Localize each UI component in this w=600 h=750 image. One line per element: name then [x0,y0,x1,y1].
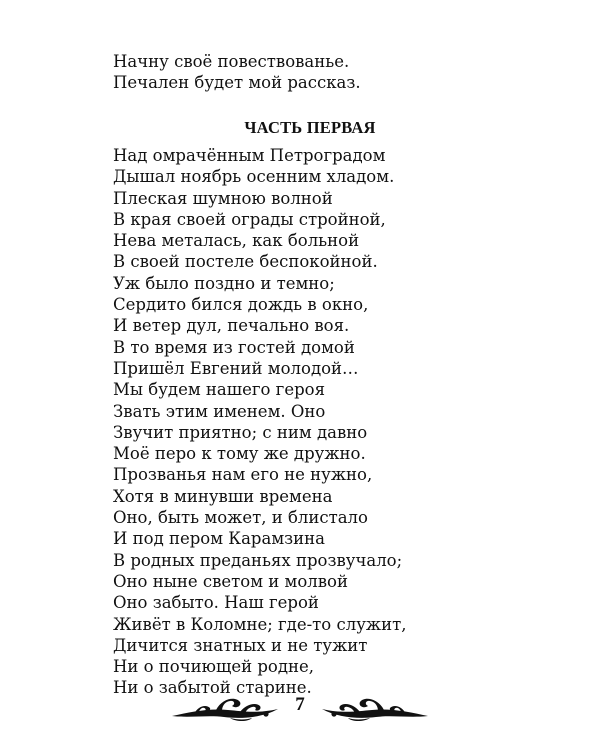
intro-lines [113,51,553,94]
verse-line: И ветер дул, печально воя. [113,316,350,336]
verse-line: В края своей ограды стройной, [113,209,386,229]
verse-line: Пришёл Евгений молодой… [113,358,359,378]
verse-line: Хотя в минувши времена [113,486,333,506]
verse-line: Звать этим именем. Оно [113,401,326,421]
verse-lines [113,145,573,699]
verse-line: Живёт в Коломне; где-то служит, [113,614,407,634]
verse-line: Звучит приятно; с ним давно [113,422,368,442]
verse-line: В родных преданьях прозвучало; [113,550,403,570]
page-footer [170,690,430,724]
verse-line: Оно забыто. Наш герой [113,593,319,613]
verse-line: Дышал ноябрь осенним хладом. [113,167,395,187]
intro-line: Печален будет мой рассказ. [113,73,361,93]
verse-line: Сердито бился дождь в окно, [113,295,369,315]
verse-line: В то время из гостей домой [113,337,355,357]
verse-line: И под пером Карамзина [113,529,325,549]
verse-line: Над омрачённым Петроградом [113,146,386,165]
verse-line: Ни о почиющей родне, [113,657,315,677]
page-number: 7 [295,694,305,715]
intro-line: Начну своё повествованье. [113,52,350,71]
verse-line: В своей постеле беспокойной. [113,252,378,272]
verse-line: Ни о забытой старине. [113,678,312,698]
verse-line: Мы будем нашего героя [113,380,325,400]
verse-line: Прозванья нам его не нужно, [113,465,373,485]
verse-line: Уж было поздно и темно; [113,273,335,293]
part-title: ЧАСТЬ ПЕРВАЯ [244,118,376,137]
verse-line: Оно ныне светом и молвой [113,571,348,591]
verse-line: Моё перо к тому же дружно. [113,444,366,464]
verse-line: Оно, быть может, и блистало [113,508,368,528]
verse-line: Плеская шумною волной [113,188,333,208]
flourish-right-ornament [318,690,430,724]
verse-line: Нева металась, как больной [113,231,360,251]
verse-line: Дичится знатных и не тужит [113,635,368,655]
